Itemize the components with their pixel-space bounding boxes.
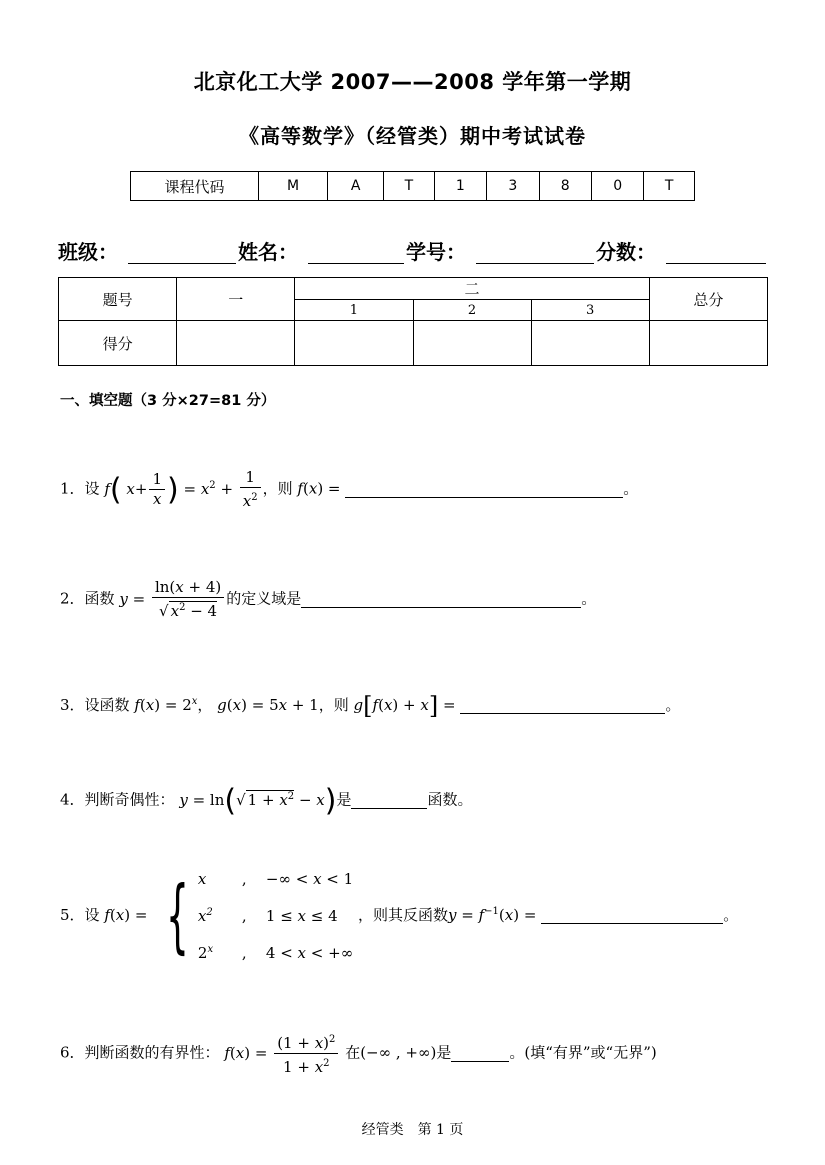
answer-blank-1[interactable] xyxy=(345,481,623,498)
course-code-char: 3 xyxy=(487,172,539,201)
name-label: 姓名： xyxy=(238,240,298,264)
course-code-char: T xyxy=(384,172,435,201)
score-cell[interactable] xyxy=(413,321,531,366)
class-field[interactable] xyxy=(128,263,236,264)
course-code-char: A xyxy=(328,172,384,201)
score-field[interactable] xyxy=(666,263,766,264)
name-field[interactable] xyxy=(308,263,404,264)
score-header-total: 总分 xyxy=(649,278,767,321)
student-id-label: 学号： xyxy=(406,240,466,264)
question-6: 6．判断函数的有界性： f(x) = $\frac{(1 + x)^2}{1 + x^2}$ 在(−∞ , +∞)是 。(填“有界”或“无界”) xyxy=(60,1030,657,1077)
course-code-char: 8 xyxy=(539,172,591,201)
q6-formula: f(x) = $\frac{(1 + x)^2}{1 + x^2}$ xyxy=(224,1044,340,1062)
question-4: 4．判断奇偶性： y = ln(√ $1 + x^2 - x$)是 函数。 xyxy=(60,783,473,818)
exam-subtitle: 《高等数学》（经管类）期中考试试卷 xyxy=(239,124,586,148)
answer-blank-2[interactable] xyxy=(301,591,581,608)
course-code-char: T xyxy=(644,172,695,201)
course-code-char: M xyxy=(259,172,328,201)
score-header-part2: 二 xyxy=(295,278,649,300)
answer-blank-5[interactable] xyxy=(541,907,723,924)
course-code-char: 1 xyxy=(434,172,486,201)
question-2: 2．函数 y = $\frac{\ln(x + 4)}{√ x^2 - 4}$ 的定义域是 。 xyxy=(60,578,597,620)
score-cell[interactable] xyxy=(649,321,767,366)
page-footer: 经管类 第 1 页 xyxy=(361,1122,464,1138)
class-label: 班级： xyxy=(58,240,118,264)
q5-piecewise: { x , −∞ < x < 1 $x^2$ , 1 ≤ x ≤ 4 2$^x$ , 4 < x < +∞ xyxy=(166,869,354,962)
student-info-row xyxy=(58,236,766,266)
q2-formula: y = $\frac{\ln(x + 4)}{√ x^2 - 4}$ xyxy=(119,590,226,608)
q4-formula: y = ln(√ $1 + x^2 - x$) xyxy=(179,783,337,818)
score-cell[interactable] xyxy=(177,321,295,366)
score-label: 分数： xyxy=(596,240,656,264)
course-code-label: 课程代码 xyxy=(131,172,259,201)
course-code-char: 0 xyxy=(591,172,643,201)
section-heading: 一、填空题（3 分×27=81 分） xyxy=(60,393,276,409)
answer-blank-3[interactable] xyxy=(460,697,665,714)
question-3: 3．设函数 $f(x) = 2^x$， g(x) = 5x + 1，则 g[f(x) + x] = 。 xyxy=(60,692,681,720)
question-5: 5．设 f(x) = { x , −∞ < x < 1 $x^2$ , 1 ≤ x ≤ 4 2$^x$ , 4 < x < +∞ ，则其反函数$y = f^{-1}(x)$ = 。 xyxy=(60,862,738,970)
score-header-part1: 一 xyxy=(177,278,295,321)
exam-title: 北京化工大学 2007——2008 学年第一学期 xyxy=(193,70,632,94)
student-id-field[interactable] xyxy=(476,263,594,264)
score-subheader: 2 xyxy=(413,300,531,321)
score-table xyxy=(58,277,768,366)
answer-blank-4[interactable] xyxy=(351,792,427,809)
score-subheader: 1 xyxy=(295,300,413,321)
score-row-label: 得分 xyxy=(59,321,177,366)
course-code-table xyxy=(130,171,695,201)
question-1: 1．设 f( x+ $\frac{1}{x}$ ) = $x^2$ + $\frac{1}{x^2}$ ，则 f(x) = 。 xyxy=(60,468,639,510)
q1-formula: f( x+ $\frac{1}{x}$ ) = $x^2$ + $\frac{1}{x^2}$ xyxy=(104,480,262,498)
score-cell[interactable] xyxy=(531,321,649,366)
score-subheader: 3 xyxy=(531,300,649,321)
score-cell[interactable] xyxy=(295,321,413,366)
score-header-question: 题号 xyxy=(59,278,177,321)
answer-blank-6[interactable] xyxy=(451,1045,509,1062)
q3-formula: $f(x) = 2^x$ xyxy=(134,696,198,714)
